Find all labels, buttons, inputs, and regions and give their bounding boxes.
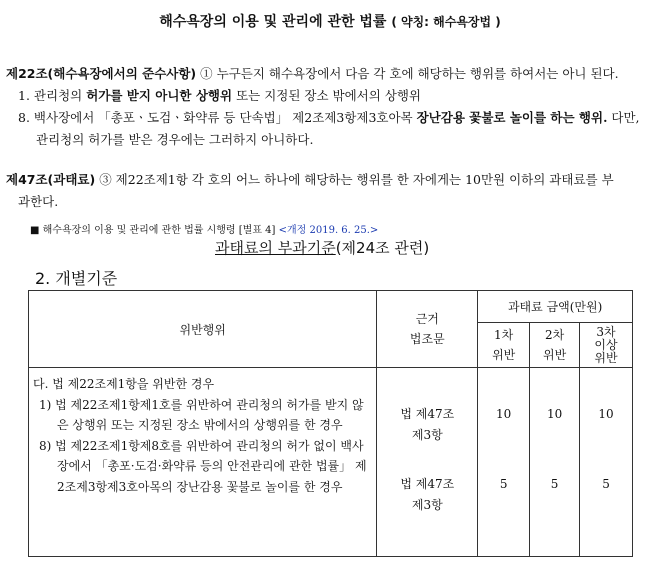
basis-line: 제3항 (411, 428, 443, 442)
header-amount-group: 과태료 금액(만원) (478, 291, 633, 323)
item-emphasis: 장난감용 꽃불로 놀이를 하는 행위. (416, 110, 608, 125)
header-line: 3차 (596, 324, 616, 339)
decree-note-text: 해수욕장의 이용 및 관리에 관한 법률 시행령 [별표 4] (42, 225, 276, 236)
header-third-violation (580, 323, 633, 368)
header-violation: 위반행위 (29, 291, 377, 368)
article-47-paragraph (6, 168, 614, 192)
header-basis-line: 근거 (415, 312, 439, 326)
basis-line: 법 제47조 (400, 477, 455, 491)
article-47-heading: 제47조(과태료) (6, 172, 96, 187)
subtitle-rest: (제24조 관련) (335, 239, 430, 257)
item-emphasis: 허가를 받지 아니한 상행위 (86, 88, 233, 103)
article-22-heading: 제22조(해수욕장에서의 준수사항) (6, 66, 197, 81)
second-row-8: 5 (550, 477, 559, 491)
third-violation-cell (580, 368, 633, 557)
article-47-continued: 과한다. (18, 194, 59, 209)
basis-cell (377, 368, 478, 557)
subtitle-underlined: 과태료의 부과기준 (215, 239, 336, 257)
header-line: 2차 (544, 328, 565, 342)
article-22-item-8 (18, 106, 640, 130)
header-line: 이상 (594, 337, 618, 352)
header-second-violation (530, 323, 580, 368)
basis-line: 법 제47조 (400, 407, 455, 421)
square-bullet-icon: ■ (30, 225, 40, 236)
header-line: 위반 (492, 348, 516, 362)
item-text: 다만, (607, 110, 640, 125)
item-text: 백사장에서 「총포ㆍ도검ㆍ화약류 등 단속법」 제2조제3항제3호아목 (33, 110, 417, 125)
fee-table (28, 290, 633, 557)
law-title: 해수욕장의 이용 및 관리에 관한 법률 (159, 14, 387, 30)
third-row-8: 5 (602, 477, 610, 491)
item-number: 8. (18, 110, 30, 125)
article-47-text: ③ 제22조제1항 각 호의 어느 하나에 해당하는 행위를 한 자에게는 10만원 이하의 과태료를 부 (99, 172, 614, 187)
first-violation-cell (478, 368, 530, 557)
first-row-8: 5 (499, 477, 508, 491)
article-22-text: ① 누구든지 해수욕장에서 다음 각 호에 해당하는 행위를 하여서는 아니 된다. (200, 66, 619, 81)
item-text: 관리청의 (33, 88, 87, 103)
document-title (0, 11, 660, 31)
header-line: 위반 (542, 348, 567, 362)
basis-row-1 (377, 368, 477, 454)
header-basis-line: 법조문 (409, 332, 445, 346)
article-22-item-8-continued: 관리청의 허가를 받은 경우에는 그러하지 아니하다. (36, 132, 314, 147)
basis-row-8 (377, 454, 477, 540)
violation-cell (29, 368, 377, 557)
header-first-violation (478, 323, 530, 368)
item-text: 또는 지정된 장소 밖에서의 상행위 (232, 88, 422, 103)
article-22-item-1 (18, 84, 421, 108)
first-row-1: 10 (496, 407, 512, 421)
violation-row-8: 8) 법 제22조제1항제8호를 위반하여 관리청의 허가 없이 백사장에서 「총포·도검·화약류 등의 안전관리에 관한 법률」 제2조제3항제3호아목의 장난감용 꽃불로 놀이를 한 경우 (39, 438, 367, 494)
second-violation-cell (530, 368, 580, 557)
header-basis (377, 291, 478, 368)
header-line: 위반 (594, 350, 618, 365)
section-heading: 2. 개별기준 (35, 269, 118, 288)
second-row-1: 10 (546, 407, 563, 421)
table-subtitle (215, 237, 429, 258)
violation-category: 다. 법 제22조제1항을 위반한 경우 (33, 377, 215, 391)
violation-row-1: 1) 법 제22조제1항제1호를 위반하여 관리청의 허가를 받지 않은 상행위 또는 지정된 장소 밖에서의 상행위를 한 경우 (39, 397, 364, 432)
header-line: 1차 (494, 328, 514, 342)
law-abbreviation: ( 약칭: 해수욕장법 ) (391, 15, 501, 29)
decree-note (30, 221, 378, 236)
item-number: 1. (18, 88, 30, 103)
article-22-paragraph (6, 62, 619, 86)
basis-line: 제3항 (411, 498, 443, 512)
amendment-date: <개정 2019. 6. 25.> (278, 225, 379, 236)
third-row-1: 10 (598, 407, 614, 421)
